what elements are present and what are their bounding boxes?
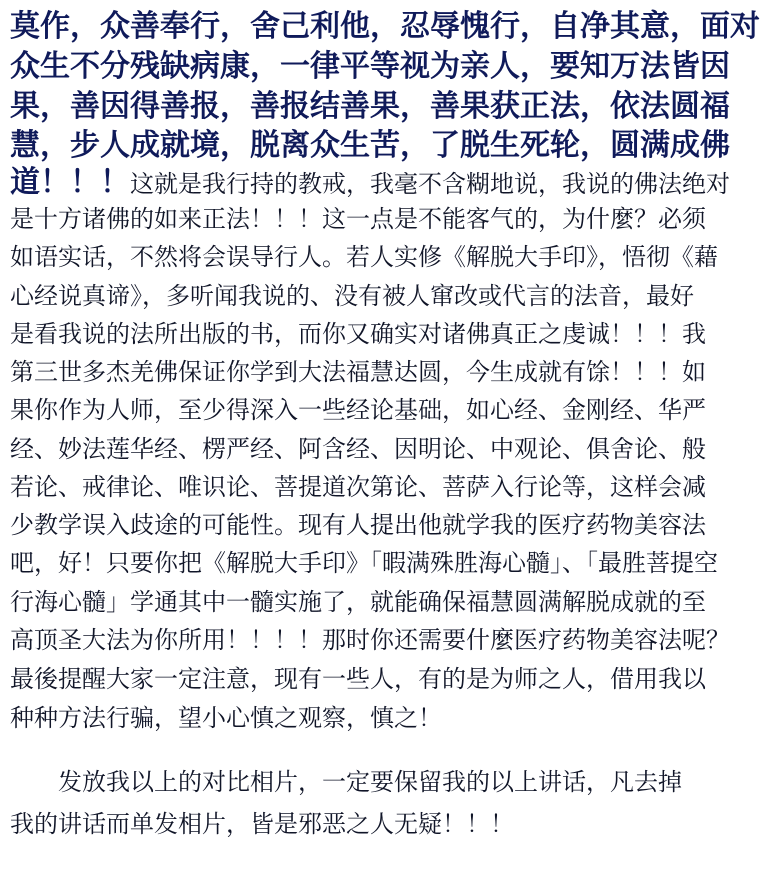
text-line-18: 最後提醒大家一定注意，现有一些人，有的是为师之人，借用我以 (10, 665, 706, 693)
text-line-13: 若论、戒律论、唯识论、菩提道次第论、菩萨入行论等，这样会减 (10, 473, 706, 501)
text-line-12: 经、妙法莲华经、楞严经、阿含经、因明论、中观论、俱舍论、般 (10, 435, 706, 463)
text-line-16: 行海心髓」学通其中一髓实施了，就能确保福慧圆满解脱成就的至 (10, 588, 706, 616)
text-line-6: 是十方诸佛的如来正法！！！这一点是不能客气的，为什麼？必须 (10, 205, 706, 233)
text-line-7: 如语实话，不然将会误导行人。若人实修《解脱大手印》，悟彻《藉 (10, 243, 718, 271)
text-line-11: 果你作为人师，至少得深入一些经论基础，如心经、金刚经、华严 (10, 396, 706, 424)
text-line-19: 种种方法行骗，望小心慎之观察，慎之！ (10, 704, 442, 732)
text-line-21: 我的讲话而单发相片，皆是邪恶之人无疑！！！ (10, 810, 514, 838)
text-line-5-rest: 这就是我行持的教戒，我毫不含糊地说，我说的佛法绝对 (130, 170, 730, 198)
text-line-10: 第三世多杰羌佛保证你学到大法福慧达圆，今生成就有馀！！！如 (10, 358, 706, 386)
text-line-20: 发放我以上的对比相片，一定要保留我的以上讲话，凡去掉 (10, 768, 682, 796)
text-line-17: 高顶圣大法为你所用！！！！那时你还需要什麼医疗药物美容法呢？ (10, 626, 730, 654)
text-line-1: 莫作，众善奉行，舍己利他，忍辱愧行，自净其意，面对 (10, 9, 760, 44)
text-line-2: 众生不分残缺病康，一律平等视为亲人，要知万法皆因 (10, 49, 730, 84)
text-line-5-bold: 道！！！ (10, 165, 130, 200)
text-line-9: 是看我说的法所出版的书，而你又确实对诸佛真正之虔诚！！！我 (10, 320, 706, 348)
text-line-8: 心经说真谛》，多听闻我说的、没有被人窜改或代言的法音，最好 (10, 282, 694, 310)
text-line-15: 吧，好！只要你把《解脱大手印》「暇满殊胜海心髓」、「最胜菩提空 (10, 549, 718, 577)
text-line-3: 果，善因得善报，善报结善果，善果获正法，依法圆福 (10, 89, 730, 124)
text-line-14: 少教学误入歧途的可能性。现有人提出他就学我的医疗药物美容法 (10, 511, 706, 539)
text-line-5 (10, 165, 730, 200)
text-line-4: 慧，步人成就境，脱离众生苦，了脱生死轮，圆满成佛 (10, 128, 730, 163)
